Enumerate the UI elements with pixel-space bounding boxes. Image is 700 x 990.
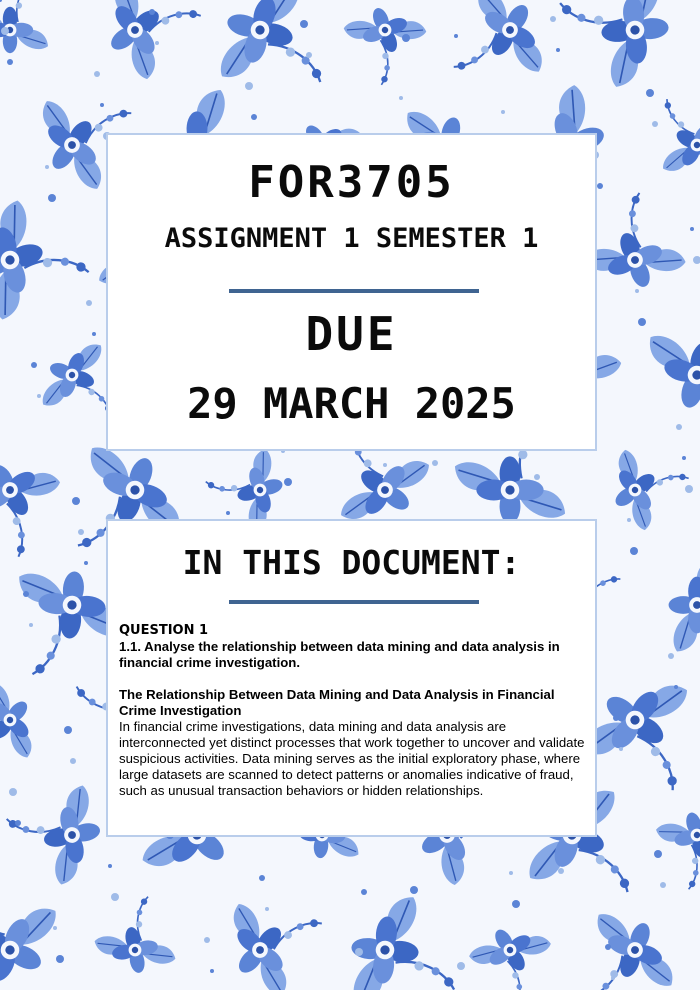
question-label: QUESTION 1 — [119, 623, 209, 638]
floral-cluster — [433, 0, 569, 111]
floral-cluster — [554, 0, 674, 97]
pattern-dot — [7, 59, 13, 65]
pattern-dot — [509, 871, 513, 875]
pattern-dot — [48, 194, 56, 202]
pattern-dot — [45, 165, 49, 169]
pattern-dot — [94, 71, 100, 77]
content-panel — [106, 519, 597, 837]
pattern-dot — [383, 463, 387, 467]
pattern-dot — [149, 9, 155, 15]
due-label: DUE — [305, 307, 398, 361]
floral-cluster — [338, 0, 443, 94]
pattern-dot — [558, 868, 564, 874]
contents-divider — [229, 600, 479, 604]
pattern-dot — [355, 948, 363, 956]
title-panel — [106, 133, 597, 451]
pattern-dot — [245, 82, 253, 90]
pattern-dot — [155, 41, 159, 45]
pattern-dot — [652, 121, 658, 127]
floral-cluster — [591, 425, 700, 537]
question-text: 1.1. Analyse the relationship between data mining and data analysis in financial crime investigation. — [119, 639, 560, 670]
pattern-dot — [56, 955, 64, 963]
pattern-dot — [619, 747, 623, 751]
pattern-dot — [9, 788, 17, 796]
pattern-dot — [72, 497, 80, 505]
pattern-dot — [605, 944, 611, 950]
pattern-dot — [682, 456, 686, 460]
floral-cluster — [564, 905, 692, 990]
document-excerpt — [119, 623, 593, 799]
pattern-dot — [84, 561, 88, 565]
floral-cluster — [0, 181, 100, 327]
pattern-dot — [534, 474, 540, 480]
pattern-dot — [0, 0, 2, 2]
due-date: 29 MARCH 2025 — [187, 379, 516, 428]
floral-cluster — [0, 0, 52, 53]
pattern-dot — [597, 183, 603, 189]
pattern-dot — [251, 114, 257, 120]
floral-cluster — [0, 779, 110, 897]
pattern-dot — [53, 926, 57, 930]
pattern-dot — [457, 962, 465, 970]
pattern-dot — [37, 394, 41, 398]
pattern-dot — [86, 300, 92, 306]
pattern-dot — [100, 103, 104, 107]
pattern-dot — [29, 623, 33, 627]
floral-cluster — [669, 554, 700, 656]
pattern-dot — [210, 969, 214, 973]
pattern-dot — [265, 907, 269, 911]
floral-cluster — [346, 887, 466, 990]
floral-cluster — [82, 0, 217, 88]
pattern-dot — [133, 467, 139, 473]
pattern-dot — [410, 886, 418, 894]
pattern-dot — [512, 900, 520, 908]
pattern-dot — [693, 256, 700, 264]
section-title: The Relationship Between Data Mining and Data Analysis in Financial Crime Investigation — [119, 687, 555, 718]
pattern-dot — [630, 547, 638, 555]
floral-cluster — [84, 891, 180, 981]
pattern-dot — [690, 227, 694, 231]
floral-cluster — [203, 868, 341, 990]
floral-cluster — [630, 285, 700, 424]
pattern-dot — [627, 518, 631, 522]
pattern-dot — [92, 332, 96, 336]
pattern-dot — [361, 889, 367, 895]
pattern-dot — [111, 893, 119, 901]
floral-cluster — [211, 0, 350, 109]
pattern-dot — [402, 34, 410, 42]
pattern-dot — [685, 485, 693, 493]
pattern-dot — [660, 882, 666, 888]
pattern-dot — [501, 110, 505, 114]
pattern-dot — [259, 875, 265, 881]
floral-cluster — [0, 439, 87, 572]
body-paragraph: In financial crime investigations, data mining and data analysis are interconnected yet distinct processes that work together to uncover and validate suspicious activities. Data mining serves as the initial exploratory phase, where large datasets are scanned to detect patterns or anomalies indicative of fraud, such as unusual transaction behaviors or hidden relationships. — [119, 719, 585, 798]
pattern-dot — [676, 424, 682, 430]
pattern-dot — [613, 715, 619, 721]
course-code: FOR3705 — [248, 157, 455, 208]
pattern-dot — [399, 96, 403, 100]
contents-heading: IN THIS DOCUMENT: — [182, 543, 521, 582]
pattern-dot — [646, 89, 654, 97]
floral-cluster — [462, 908, 573, 990]
pattern-dot — [23, 591, 29, 597]
pattern-dot — [15, 820, 21, 826]
pattern-dot — [635, 289, 639, 293]
title-divider — [229, 289, 479, 293]
pattern-dot — [668, 653, 674, 659]
floral-cluster — [0, 862, 67, 990]
pattern-dot — [638, 318, 646, 326]
pattern-dot — [70, 758, 76, 764]
pattern-dot — [78, 529, 84, 535]
pattern-dot — [1, 27, 9, 35]
pattern-dot — [284, 478, 292, 486]
pattern-dot — [454, 34, 458, 38]
pattern-dot — [674, 685, 678, 689]
floral-cluster — [631, 82, 700, 193]
pattern-dot — [550, 16, 556, 22]
assignment-title: ASSIGNMENT 1 SEMESTER 1 — [164, 223, 539, 254]
pattern-dot — [64, 726, 72, 734]
pattern-dot — [31, 362, 37, 368]
pattern-dot — [432, 460, 438, 466]
pattern-dot — [204, 937, 210, 943]
pattern-dot — [226, 511, 230, 515]
pattern-dot — [306, 52, 312, 58]
floral-cluster — [651, 801, 700, 897]
pattern-dot — [611, 976, 615, 980]
pattern-dot — [300, 20, 308, 28]
pattern-dot — [556, 48, 560, 52]
pattern-dot — [108, 864, 112, 868]
floral-cluster — [0, 675, 56, 787]
pattern-dot — [654, 850, 662, 858]
